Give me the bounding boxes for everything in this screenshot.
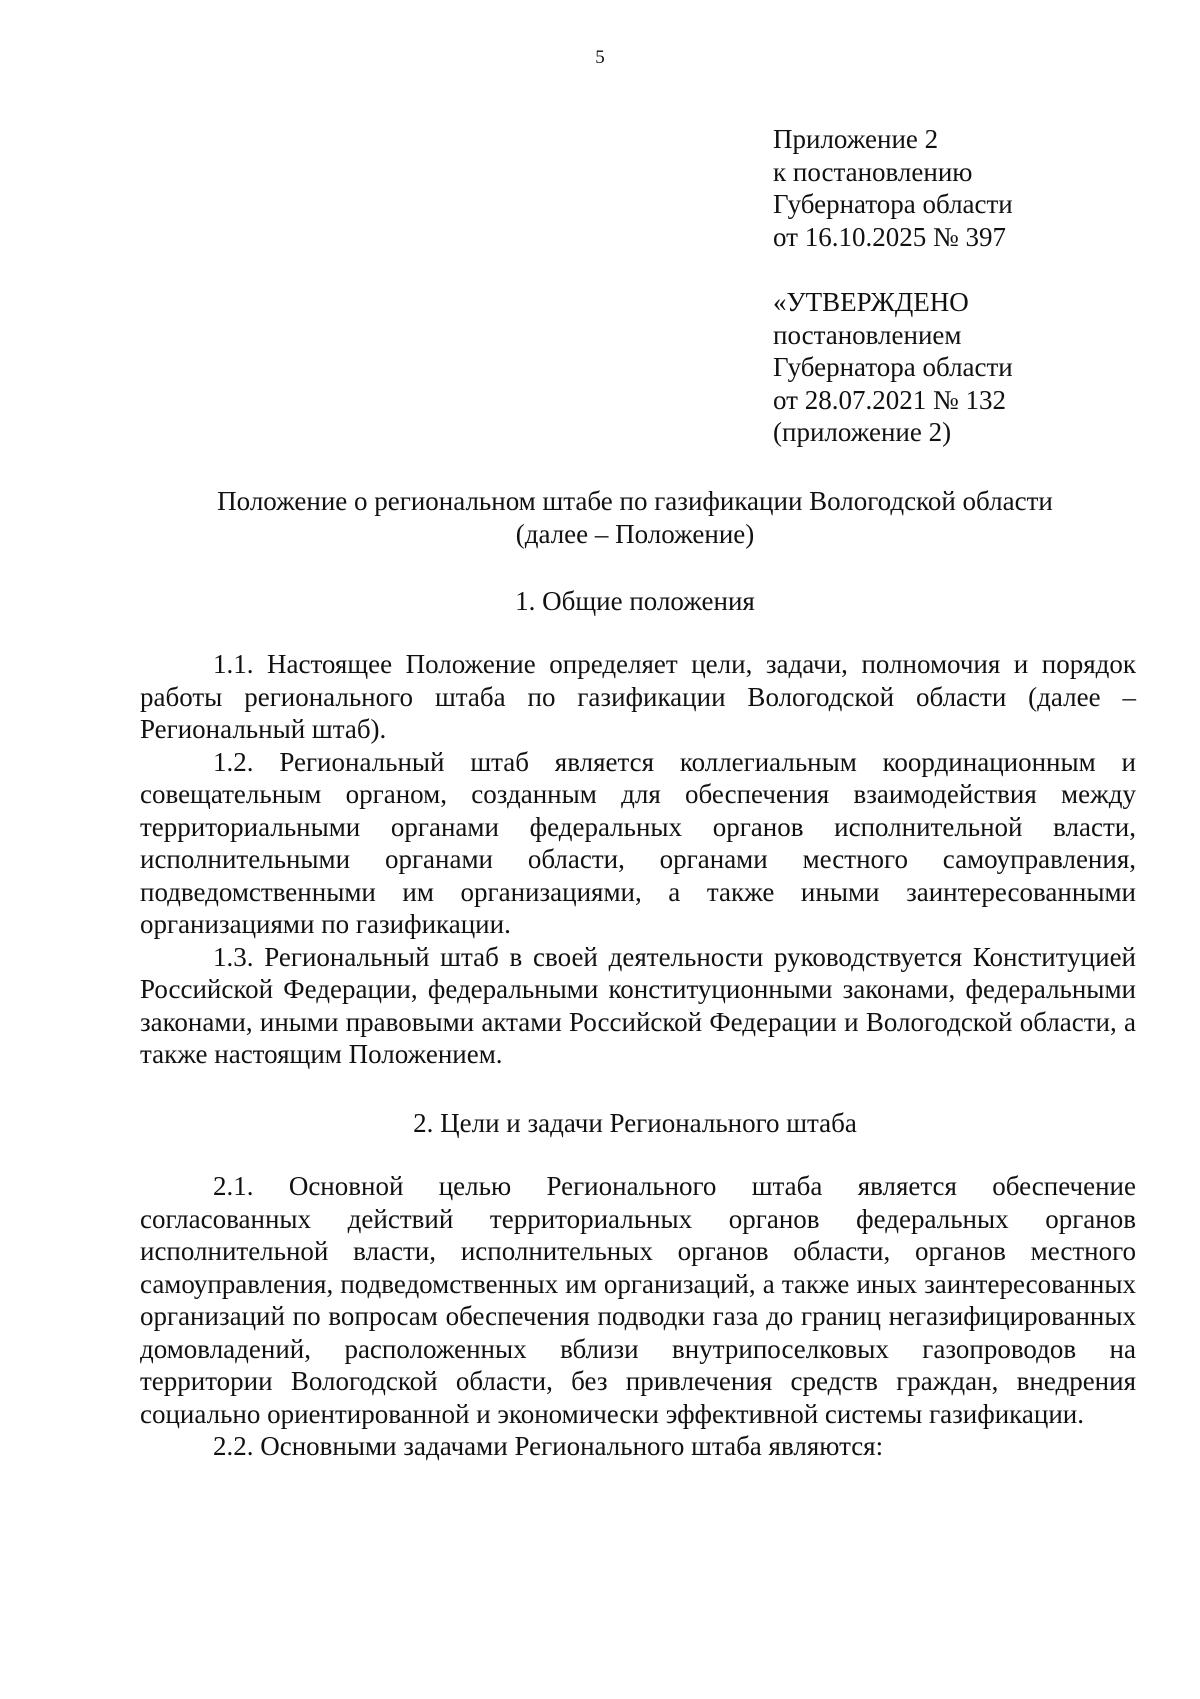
paragraph: 1.3. Региональный штаб в своей деятельности руководствуется Конституцией Российской Федерации, федеральными конституционными законами, федеральными законами, иными правовыми актами Российской Федерации и Вологодской области, а также настоящим Положением. (140, 941, 1136, 1069)
section-body (140, 648, 1136, 1071)
approved-line: (приложение 2) (773, 417, 952, 447)
document-title-subline: (далее – Положение) (515, 519, 755, 549)
section-body (140, 1170, 1136, 1463)
appendix-line: Приложение 2 (773, 124, 939, 154)
approved-line: постановлением (773, 319, 962, 350)
paragraph: 1.1. Настоящее Положение определяет цели, задачи, полномочия и порядок работы регионального штаба по газификации Вологодской области (далее – Региональный штаб). (140, 649, 1136, 744)
paragraph: 1.2. Региональный штаб является коллегиальным координационным и совещательным органом, созданным для обеспечения взаимодействия между территориальными органами федеральных органов исполнительной власти, исполнительными органами области, органами местного самоуправления, подведомственными им организациями, а также иными заинтересованными организациями по газификации. (140, 746, 1136, 939)
page-number: 5 (595, 47, 605, 68)
appendix-line: Губернатора области (773, 189, 1013, 219)
approved-line: от 28.07.2021 № 132 (773, 384, 1006, 415)
section-heading: 2. Цели и задачи Регионального штаба (413, 1108, 857, 1138)
paragraph: 2.1. Основной целью Регионального штаба является обеспечение согласованных действий территориальных органов федеральных органов исполнительной власти, исполнительных органов области, органов местного самоуправления, подведомственных им организаций, а также иных заинтересованных организаций по вопросам обеспечения подводки газа до границ негазифицированных домовладений, расположенных вблизи внутрипоселковых газопроводов на территории Вологодской области, без привлечения средств граждан, внедрения социально ориентированной и экономически эффективной системы газификации. (140, 1171, 1136, 1429)
appendix-line: от 16.10.2025 № 397 (773, 221, 1006, 252)
appendix-line: к постановлению (773, 156, 973, 187)
approval-stamp-text (773, 286, 1173, 449)
document-title (0, 485, 1200, 551)
approved-line: Губернатора области (773, 352, 1013, 382)
approved-line: «УТВЕРЖДЕНО (773, 287, 969, 317)
document-title-line: Положение о региональном штабе по газификации Вологодской области (217, 486, 1053, 516)
appendix-reference (773, 123, 1173, 253)
paragraph: 2.2. Основными задачами Регионального штаба являются: (213, 1431, 884, 1461)
section-heading: 1. Общие положения (515, 586, 755, 616)
